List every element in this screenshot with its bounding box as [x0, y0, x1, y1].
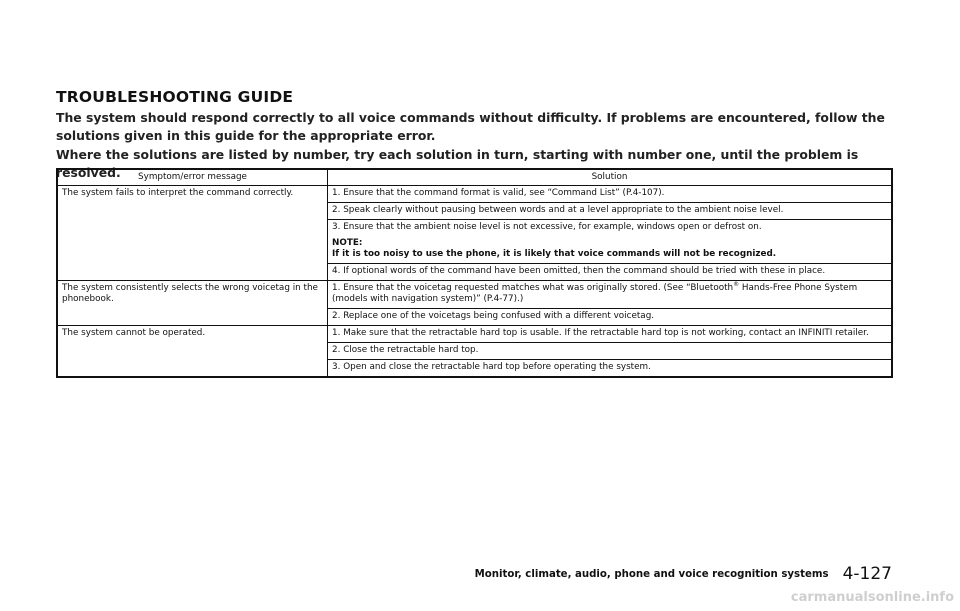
solution-cell: 1. Ensure that the command format is valid, see “Command List” (P.4-107). — [328, 186, 893, 203]
note-block — [332, 238, 887, 260]
solution-cell: 2. Replace one of the voicetags being confused with a different voicetag. — [328, 309, 893, 326]
intro-paragraph: The system should respond correctly to all voice commands without difficulty. If problems are encountered, follow the solutions given in this guide for the appropriate error. — [56, 110, 885, 143]
note-label: NOTE: — [332, 238, 363, 248]
symptom-cell: The system fails to interpret the command correctly. — [57, 186, 328, 281]
troubleshooting-table — [56, 168, 893, 378]
solution-cell — [328, 281, 893, 309]
solution-text: 3. Ensure that the ambient noise level is not excessive, for example, windows open or defrost on. — [332, 222, 762, 232]
symptom-column-header: Symptom/error message — [57, 169, 328, 186]
note-text: If it is too noisy to use the phone, it is likely that voice commands will not be recognized. — [332, 249, 777, 259]
page-footer — [0, 564, 892, 584]
solution-column-header: Solution — [328, 169, 893, 186]
solution-cell: 1. Make sure that the retractable hard top is usable. If the retractable hard top is not working, contact an INFINITI retailer. — [328, 326, 893, 343]
solution-text: Hands-Free Phone System (models with navigation system)” (P.4-77).) — [332, 283, 858, 304]
solution-cell: 3. Open and close the retractable hard top before operating the system. — [332, 362, 651, 372]
symptom-cell: The system cannot be operated. — [57, 326, 328, 378]
table-row — [57, 281, 892, 309]
watermark: carmanualsonline.info — [790, 590, 954, 605]
table-header-row — [57, 169, 892, 186]
solution-cell: 4. If optional words of the command have been omitted, then the command should be tried with these in place. — [328, 264, 893, 281]
solution-cell-with-note — [328, 220, 893, 264]
registered-mark: ® — [733, 281, 740, 289]
footer-section-title: Monitor, climate, audio, phone and voice recognition systems — [474, 569, 829, 580]
page-number: 4-127 — [842, 564, 892, 584]
instruction-paragraph: Where the solutions are listed by number, try each solution in turn, starting with number one, until the problem is resolved. — [56, 147, 859, 180]
symptom-cell: The system consistently selects the wrong voicetag in the phonebook. — [57, 281, 328, 326]
section-heading: TROUBLESHOOTING GUIDE — [56, 88, 294, 106]
solution-cell: 2. Speak clearly without pausing between words and at a level appropriate to the ambient noise level. — [328, 203, 893, 220]
table-row — [57, 326, 892, 343]
solution-text: 1. Ensure that the voicetag requested matches what was originally stored. (See “Bluetooth — [332, 283, 734, 293]
table-row — [57, 186, 892, 203]
solution-cell: 2. Close the retractable hard top. — [328, 343, 893, 360]
